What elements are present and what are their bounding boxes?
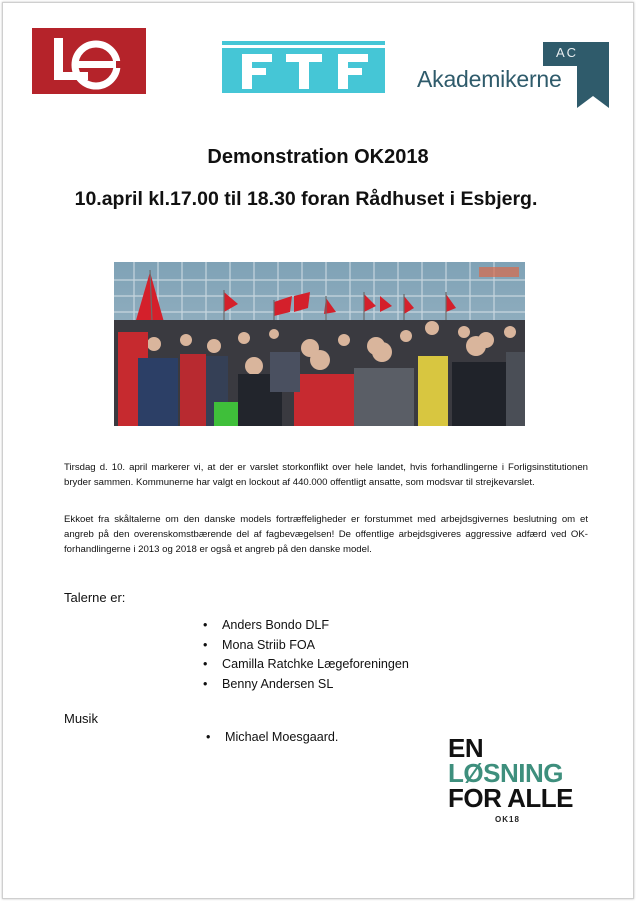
demonstration-photo [114, 262, 525, 426]
campaign-tag: OK18 [495, 815, 520, 824]
statement-paragraph: Ekkoet fra skåltalerne om den danske models fortræffeligheder er forstummet med arbejdsgivernes beslutning om et angreb på den overenskomstbærende del af fagbevægelsen! De offentlige arbejdsgiveres aggressive adfærd ved OK-forhandlingerne i 2013 og 2018 er også et angreb på den danske model. [64, 514, 588, 555]
list-item: • Benny Andersen SL [200, 675, 409, 695]
akademikerne-badge-label: AC [556, 45, 579, 60]
music-list [203, 728, 338, 748]
lo-logo [32, 28, 146, 94]
speakers-list [200, 616, 409, 694]
list-item: • Michael Moesgaard. [203, 728, 338, 748]
page-title: Demonstration OK2018 [207, 146, 429, 168]
list-item: • Anders Bondo DLF [200, 616, 409, 636]
music-heading: Musik [64, 711, 98, 726]
speakers-heading: Talerne er: [64, 590, 126, 605]
en-losning-for-alle-logo [448, 733, 588, 826]
event-time-location: 10.april kl.17.00 til 18.30 foran Rådhuset i Esbjerg. [74, 188, 538, 210]
campaign-line-1: EN [448, 733, 484, 763]
campaign-line-3: FOR ALLE [448, 783, 574, 813]
campaign-line-2: LØSNING [448, 758, 563, 788]
ftf-logo-text: FTF [222, 38, 224, 39]
list-item: • Camilla Ratchke Lægeforeningen [200, 655, 409, 675]
akademikerne-logo [414, 42, 612, 108]
akademikerne-wordmark: Akademikerne [417, 66, 562, 92]
intro-paragraph: Tirsdag d. 10. april markerer vi, at der er varslet storkonflikt over hele landet, hvis forhandlingerne i Forligsinstitutionen bryder sammen. Kommunerne har valgt en lockout af 440.000 offentligt ansatte, som modsvar til strejkevarslet. [64, 462, 588, 488]
list-item: • Mona Striib FOA [200, 636, 409, 656]
ftf-logo [222, 38, 385, 93]
